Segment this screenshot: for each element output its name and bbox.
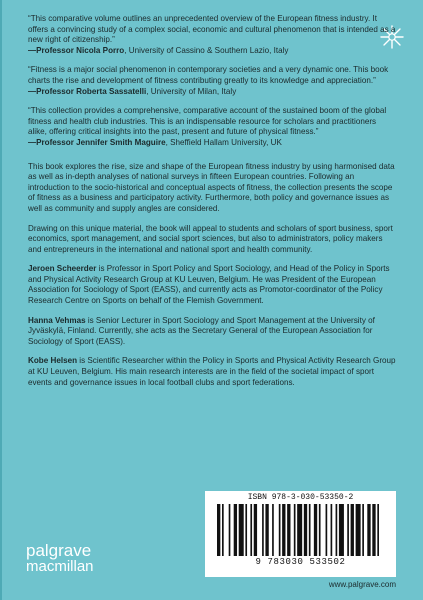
quote-author: —Professor Nicola Porro — [28, 45, 125, 55]
author-bio-text: is Scientific Researcher within the Policy in Sports and Physical Activity Research Group at KU Leuven, Belgium. His main research interests are in the field of the societal impact of sport events and governance issues in local football clubs and sport federations. — [28, 356, 396, 387]
isbn-label: ISBN 978-3-030-53350-2 — [247, 493, 354, 502]
quote-attribution — [28, 87, 396, 98]
barcode-bar — [245, 504, 247, 556]
quote-author: —Professor Jennifer Smith Maguire — [28, 137, 166, 147]
quote-text: “Fitness is a major social phenomenon in contemporary societies and a very dynamic one. This book charts the rise and development of fitness contributing greatly to its knowledge and appreciation.” — [28, 65, 389, 85]
quote-attribution — [28, 138, 396, 149]
barcode-bar — [362, 504, 364, 556]
quote-text: “This collection provides a comprehensive, comparative account of the sustained boom of the global fitness and health club industries. This is an indispensable resource for scholars and practitioners alike, offering critical insights into the past, present and future of physical fitness.” — [28, 106, 387, 137]
barcode-bar — [377, 504, 379, 556]
barcode-bar — [326, 504, 328, 556]
barcode-bar — [272, 504, 274, 556]
barcode-bar — [372, 504, 375, 556]
barcode-bar — [222, 504, 224, 556]
barcode-bar — [339, 504, 344, 556]
quote-affiliation: , Sheffield Hallam University, UK — [165, 137, 282, 147]
author-bio-text: is Professor in Sport Policy and Sport Sociology, and Head of the Policy in Sports and Physical Activity Research Group at KU Leuven, Belgium. He was President of the European Association for Sociology of Sport (EASS), and currently acts as Promotor-coordinator of the Policy Research Centre on Sports on behalf of the Flemish Government. — [28, 264, 390, 306]
quote-affiliation: , University of Cassino & Southern Lazio, Italy — [124, 45, 289, 55]
barcode-bar — [287, 504, 290, 556]
barcode-bar — [351, 504, 354, 556]
barcode-bar — [282, 504, 285, 556]
barcode-bar — [356, 504, 361, 556]
barcode-bars — [217, 504, 384, 556]
author-bio-text: is Senior Lecturer in Sport Sociology and Sport Management at the University of Jyväskylä, Finland. Currently, she acts as the Secretary General of the European Association for Sociology of Sport (EASS). — [28, 315, 375, 346]
barcode-bar — [331, 504, 333, 556]
barcode-bar — [239, 504, 244, 556]
author-bio — [28, 264, 396, 306]
barcode-bar — [309, 504, 311, 556]
publisher-name-line1: palgrave — [26, 541, 92, 560]
barcode-digits: 9 783030 533502 — [255, 557, 346, 567]
barcode-bar — [367, 504, 370, 556]
publisher-logo — [26, 542, 94, 575]
barcode-bar — [294, 504, 296, 556]
quote-affiliation: , University of Milan, Italy — [146, 86, 237, 96]
spine-edge — [0, 0, 2, 600]
barcode-bar — [297, 504, 302, 556]
barcode-bar — [279, 504, 281, 556]
book-audience-paragraph: Drawing on this unique material, the book will appeal to students and scholars of sport business, sport economics, sport management, and social sport sciences, but also to administrators, policy makers and entrepreneurs in the international and national sport and health community. — [28, 223, 393, 254]
publisher-website: www.palgrave.com — [328, 580, 396, 589]
barcode-bar — [314, 504, 317, 556]
quote-text: “This comparative volume outlines an unprecedented overview of the European fitness industry. It offers a convincing study of a complex social, economic and cultural phenomenon that is intended as a new right of citizenship.” — [28, 14, 396, 45]
barcode-bar — [304, 504, 307, 556]
back-cover-text — [28, 14, 396, 397]
barcode-bar — [347, 504, 349, 556]
author-name: Kobe Helsen — [28, 356, 78, 366]
barcode-bar — [250, 504, 252, 556]
barcode-bar — [319, 504, 321, 556]
endorsement-quote-3 — [28, 106, 396, 148]
barcode-bar — [262, 504, 264, 556]
author-bio — [28, 356, 396, 388]
endorsement-quote-1 — [28, 14, 396, 56]
author-name: Jeroen Scheerder — [28, 264, 97, 274]
author-name: Hanna Vehmas — [28, 315, 86, 325]
barcode-bar — [229, 504, 231, 556]
author-bio — [28, 316, 396, 348]
quote-attribution — [28, 46, 396, 57]
barcode-bar — [217, 504, 220, 556]
book-description-paragraph: This book explores the rise, size and shape of the European fitness industry by using harmonised data as well as in-depth analyses of national surveys in fifteen European countries. Following an introduction to the socio-historical and conceptual aspects of fitness, the collection presents the scope of fitness as a business and participatory activity. Furthermore, both policy and governance issues as well as community and supply angles are considered. — [28, 161, 395, 213]
barcode-bar — [336, 504, 338, 556]
barcode-bar — [265, 504, 268, 556]
barcode-bar — [234, 504, 237, 556]
isbn-barcode — [205, 491, 396, 577]
quote-author: —Professor Roberta Sassatelli — [28, 86, 147, 96]
publisher-name-line2: macmillan — [26, 558, 94, 575]
barcode-bar — [254, 504, 257, 556]
endorsement-quote-2 — [28, 65, 396, 97]
